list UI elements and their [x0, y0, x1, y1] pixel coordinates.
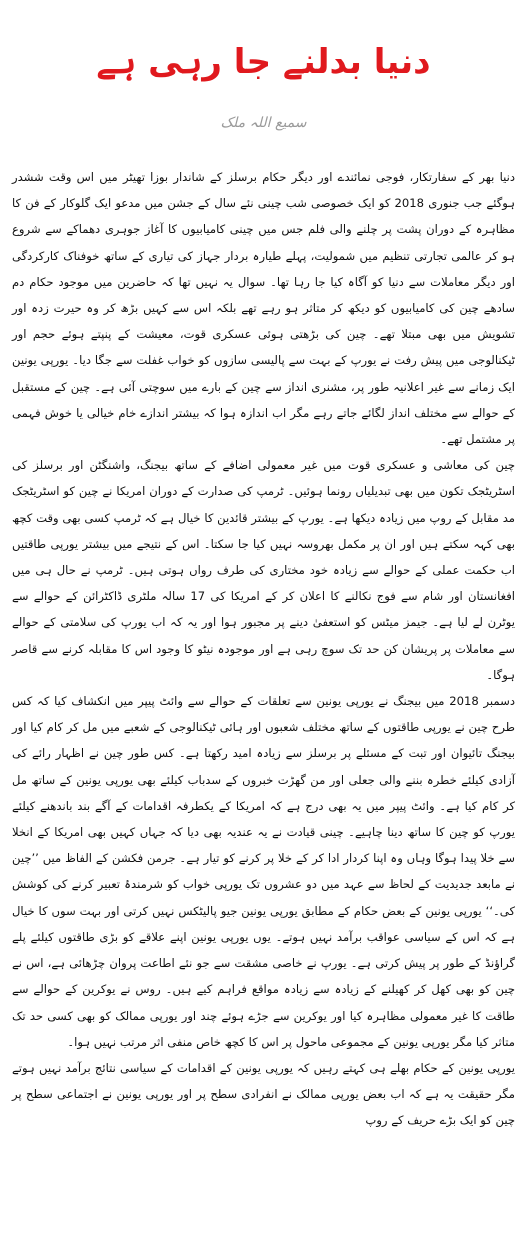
article-paragraph: دنیا بھر کے سفارتکار، فوجی نمائندے اور دیگر حکام برسلز کے شاندار بوزا تھیٹر میں اس وقت ششدر ہوگئے جب جنوری 2018 کو ایک خصوصی شب چینی نئے سال کے جشن میں مدعو ایک گلوکار کے فن کا مظاہرہ کے دوران پشت پر چلنے والی فلم جس میں چینی کامیابیوں کا آغاز جوہری دھماکے سے شروع ہو کر عالمی تجارتی تنظیم میں شمولیت، پہلے طیارہ بردار جہاز کی تیاری کے ساتھ خوفناک کارکردگی اور دیگر معاملات سے دنیا کو آگاہ کیا جا رہا تھا۔ سوال یہ نہیں تھا کہ حاضرین میں موجود حکام دم سادھے چین کی کامیابیوں کو دیکھ کر متاثر ہو رہے تھے بلکہ اس سے کہیں بڑھ کر وہ حیرت زدہ اور تشویش میں بھی مبتلا تھے۔ چین کی بڑھتی ہوئی عسکری قوت، معیشت کے پنپتے ہوئے حجم اور ٹیکنالوجی میں پیش رفت نے یورپ کے بہت سے پالیسی سازوں کو خواب غفلت سے جگا دیا۔ یورپی یونین ایک زمانے سے غیر اعلانیہ طور پر، مشنری انداز سے چین کے بارے میں سوچتی آئی ہے۔ چین کے مستقبل کے حوالے سے مختلف انداز لگائے جاتے رہے مگر اب اندازہ ہوا کہ بیشتر اندازے خام خیالی یا خوش فہمی پر مشتمل تھے۔ [12, 170, 515, 447]
article-body [12, 164, 515, 1134]
article-paragraph: چین کی معاشی و عسکری قوت میں غیر معمولی اضافے کے ساتھ بیجنگ، واشنگٹن اور برسلز کی اسٹریٹجک تکون میں بھی تبدیلیاں رونما ہوئیں۔ ٹرمپ کی صدارت کے دوران امریکا نے چین کو اسٹریٹجک مد مقابل کے روپ میں زیادہ دیکھا ہے۔ یورپ کے بیشتر قائدین کا خیال ہے کہ ٹرمپ کسی بھی وقت کچھ بھی کہہ سکتے ہیں اور ان پر مکمل بھروسہ نہیں کیا جا سکتا۔ اس کے نتیجے میں بیشتر یورپی طاقتیں اب حکمت عملی کے حوالے سے زیادہ خود مختاری کی طرف رواں ہوتی ہیں۔ ٹرمپ نے حال ہی میں افغانستان اور شام سے فوج نکالنے کا اعلان کر کے امریکا کی 17 سالہ ملٹری ڈاکٹرائن کے حوالے سے یوٹرن لے لیا ہے۔ جیمز میٹس کو استعفیٰ دینے پر مجبور ہوا اور یہ کہ اب یورپ کی سلامتی کے حوالے سے معاملات پر پریشان کن حد تک سوچ رہی ہے اور موجودہ نیٹو کا وجود اس کا مقابلہ کرنے سے قاصر ہوگا۔ [12, 458, 515, 682]
article-title: دنیا بدلنے جا رہی ہے [96, 42, 431, 82]
article-paragraph: یورپی یونین کے حکام بھلے ہی کہتے رہیں کہ یورپی یونین کے اقدامات کے سیاسی نتائج برآمد نہیں ہوتے مگر حقیقت یہ ہے کہ اب بعض یورپی ممالک نے انفرادی سطح پر اور یورپی یونین نے اجتماعی سطح پر چین کو ایک بڑے حریف کے روپ [12, 1060, 515, 1128]
article-paragraph: دسمبر 2018 میں بیجنگ نے یورپی یونین سے تعلقات کے حوالے سے وائٹ پیپر میں انکشاف کیا کہ کس طرح چین نے یورپی طاقتوں کے ساتھ مختلف شعبوں اور ہائی ٹیکنالوجی کے شعبے میں مل کر کام کیا اور بیجنگ تائیوان اور تبت کے مسئلے پر برسلز سے زیادہ امید رکھتا ہے۔ کس طور چین نے اظہار رائے کی آزادی کیلئے خطرہ بننے والی جعلی اور من گھڑت خبروں کے سدباب کیلئے بھی یورپی یونین کے ساتھ مل کر کام کیا ہے۔ وائٹ پیپر میں یہ بھی درج ہے کہ امریکا کے یکطرفہ اقدامات کے آگے بند باندھنے کیلئے یورپ کو چین کا ساتھ دینا چاہیے۔ چینی قیادت نے یہ عندیہ بھی دیا کہ جہاں کہیں بھی امریکا کے انخلا سے خلا پیدا ہوگا وہاں وہ اپنا کردار ادا کر کے خلا پر کرنے کو تیار ہے۔ جرمن فکشن کے الفاظ میں ’’چین نے مابعد جدیدیت کے لحاظ سے عہد میں دو عشروں تک یورپی خواب کو شرمندۂ تعبیر کرنے کی کوشش کی۔‘‘ یورپی یونین کے بعض حکام کے مطابق یورپی یونین جیو پالیٹکس نہیں کرتی اور بہت سوں کا خیال ہے کہ اس کے سیاسی عواقب برآمد نہیں ہوتے۔ یوں یورپی یونین اپنے علاقے کو بڑی طاقتوں کیلئے پلے گراؤنڈ کے طور پر پیش کرتی ہے۔ یورپ نے خاصی مشقت سے جو نئے اطاعت پروان چڑھائی ہے، اس نے چین کو بھی کھل کر کھیلنے کے زیادہ سے زیادہ مواقع فراہم کیے ہیں۔ روس نے یوکرین کے حوالے سے طاقت کا غیر معمولی مظاہرہ کیا اور یوکرین سے جڑے ہوئے چند اور یورپی ممالک کو بھی کسی حد تک متاثر کیا مگر یورپی یونین کے مجموعی ماحول پر اس کا کچھ خاص منفی اثر مرتب نہیں ہوا۔ [12, 694, 515, 1049]
author-byline: سمیع اللہ ملک [220, 115, 307, 131]
